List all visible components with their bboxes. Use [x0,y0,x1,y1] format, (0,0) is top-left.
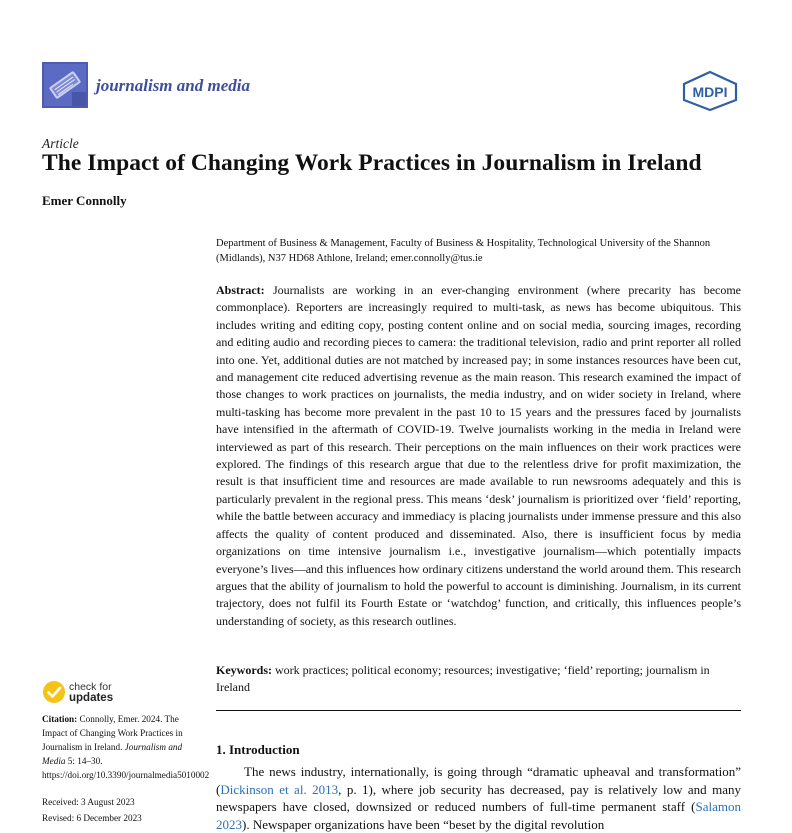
introduction-heading: 1. Introduction [216,742,300,757]
article-title: The Impact of Changing Work Practices in Journalism in Ireland [42,150,702,176]
intro-text-end: ). Newspaper organizations have been “beset by the digital revolution [242,816,605,832]
article-type: Article [42,136,79,151]
citation-link[interactable]: Dickinson et al. 2013 [220,781,339,797]
keywords [216,662,741,697]
revised-date: Revised: 6 December 2023 [42,813,142,823]
section-divider [216,710,741,711]
citation-label: Citation: [42,714,78,724]
keywords-label: Keywords: [216,663,272,677]
abstract-text: Journalists are working in an ever-changing environment (where precarity has become commonplace). Reporters are increasingly required to multi-task, as news has become ubiquitous. This includes writing and editing copy, posting content online and on social media, sourcing images, recording and editing audio and recording pieces to camera: the traditional television, radio and print reporter all rolled into one. Yet, additional duties are not matched by increased pay; in some instances resources have been cut, and management cite reduced advertising revenue as the main reason. This research examined the impact of those changes to work practices on journalists, the media industry, and on wider society in Ireland, where multi-tasking has become more prevalent in the past 10 to 15 years and the pressures faced by journalists have intensified in the aftermath of COVID-19. Twelve journalists working in the media in Ireland were interviewed as part of this research. Their perceptions on the main influences on their work practices were explored. The findings of this research argue that due to the relentless drive for profit maximization, the result is that insufficient time and resources are made available to run newsrooms adequately and this is particularly prevalent in the regional press. This means ‘desk’ journalism is prioritized over ‘field’ reporting, while the battle between accuracy and immediacy is placing journalists under immense pressure and this also affects the quality of content produced and disseminated. Also, there is insufficient focus by media organizations on time intensive journalism i.e., investigative journalism—which potentially impacts everyone’s lives—and this influences how ordinary citizens understand the world around them. This research argues that the ability of journalism to hold the powerful to account is diminishing. Journalism, in its current trajectory, does not fulfil its Fourth Estate or ‘watchdog’ function, and critically, this influences people’s understanding of society, as this research outlines. [216,283,742,628]
check-updates-line1: check for [69,681,112,693]
journal-name: journalism and media [96,76,250,95]
citation-block [42,712,210,782]
received-date: Received: 3 August 2023 [42,797,135,807]
intro-text-start: The news industry, internationally, is going through “dramatic upheaval and transformation” ( [216,764,741,797]
author-affiliation: Department of Business & Management, Faculty of Business & Hospitality, Technological University of the Shannon (Midlands), N37 HD68 Athlone, Ireland; emer.connolly@tus.ie [216,238,711,264]
citation-text: Connolly, Emer. 2024. The Impact of Changing Work Practices in Journalism in Ireland. [42,714,183,752]
citation-doi[interactable]: 5: 14–30. https://doi.org/10.3390/journalmedia5010002 [42,756,210,780]
journal-logo-icon [42,62,88,108]
author-name: Emer Connolly [42,193,127,208]
abstract [216,282,741,630]
check-for-updates-button[interactable] [42,680,162,708]
intro-text-mid: , p. 1), where job security has decreased, pay is relatively low and many newspapers have closed, downsized or reduced numbers of full-time permanent staff ( [216,781,741,815]
abstract-label: Abstract: [216,283,265,297]
check-updates-line2: updates [69,692,114,704]
mdpi-logo-icon [680,70,740,112]
citation-journal: Journalism and Media [42,742,183,766]
citation-link[interactable]: Salamon 2023 [216,799,741,832]
mdpi-logo-text: MDPI [692,84,728,100]
check-updates-icon [42,680,66,704]
keywords-text: work practices; political economy; resources; investigative; ‘field’ reporting; journalism in Ireland [216,663,710,695]
